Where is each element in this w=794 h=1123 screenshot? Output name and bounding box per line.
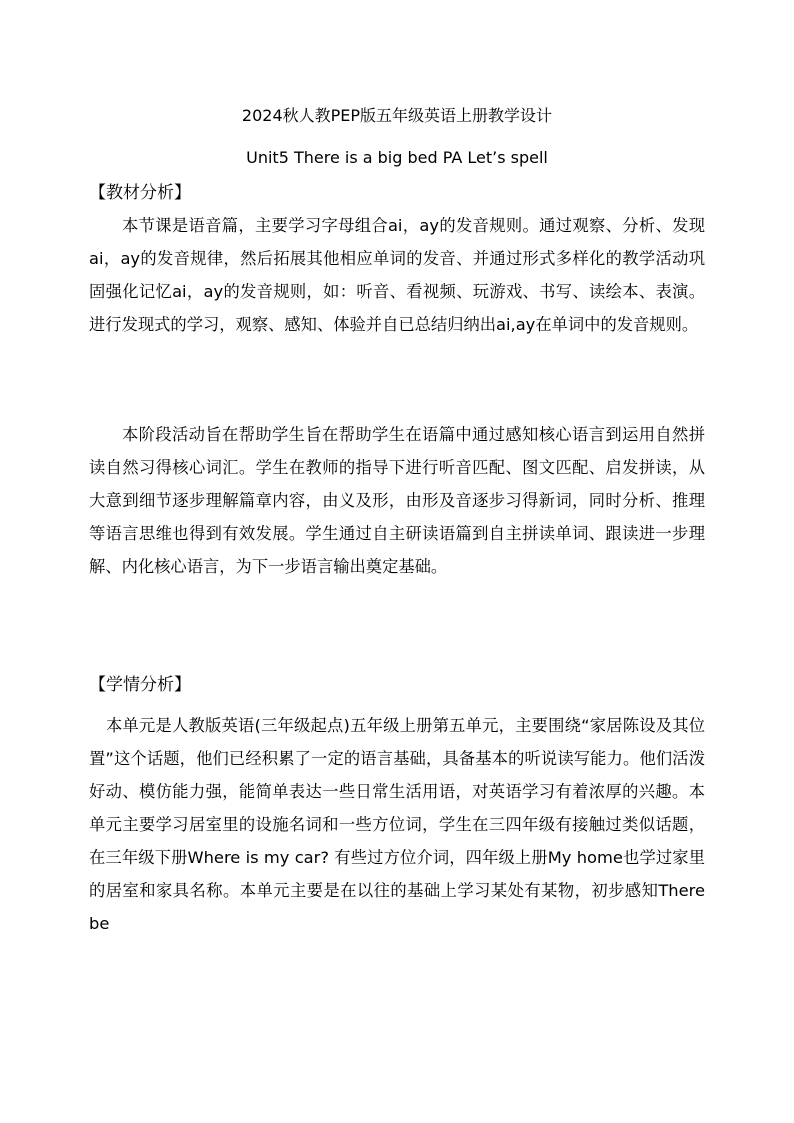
paragraph-textbook-analysis-1: 本节课是语音篇，主要学习字母组合ai，ay的发音规则。通过观察、分析、发现ai，ay的发音规律，然后拓展其他相应单词的发音、并通过形式多样化的教学活动巩固强化记忆ai，ay的发音规则，如：听音、看视频、玩游戏、书写、读绘本、表演。进行发现式的学习，观察、感知、体验并自已总结归纳出ai,ay在单词中的发音规则。 xyxy=(89,216,705,334)
paragraph-textbook-analysis-2: 本阶段活动旨在帮助学生旨在帮助学生在语篇中通过感知核心语言到运用自然拼读自然习得核心词汇。学生在教师的指导下进行听音匹配、图文匹配、启发拼读，从大意到细节逐步理解篇章内容，由义及形，由形及音逐步习得新词，同时分析、推理等语言思维也得到有效发展。学生通过自主研读语篇到自主拼读单词、跟读进一步理解、内化核心语言，为下一步语言输出奠定基础。 xyxy=(89,425,705,576)
section-heading-textbook-analysis: 【教材分析】 xyxy=(89,183,191,203)
document-subtitle: Unit5 There is a big bed PA Let’s spell xyxy=(246,148,548,167)
document-title: 2024秋人教PEP版五年级英语上册教学设计 xyxy=(241,106,553,125)
section-heading-learner-analysis: 【学情分析】 xyxy=(89,675,191,695)
paragraph-learner-analysis-1: 本单元是人教版英语(三年级起点)五年级上册第五单元，主要围绕“家居陈设及其位置”这个话题，他们已经积累了一定的语言基础，具备基本的听说读写能力。他们活泼好动、模仿能力强，能简单表达一些日常生活用语，对英语学习有着浓厚的兴趣。本单元主要学习居室里的设施名词和一些方位词，学生在三四年级有接触过类似话题，在三年级下册Where is my car? 有些过方位介词，四年级上册My home也学过家里的居室和家具名称。本单元主要是在以往的基础上学习某处有某物，初步感知There be xyxy=(89,716,705,933)
